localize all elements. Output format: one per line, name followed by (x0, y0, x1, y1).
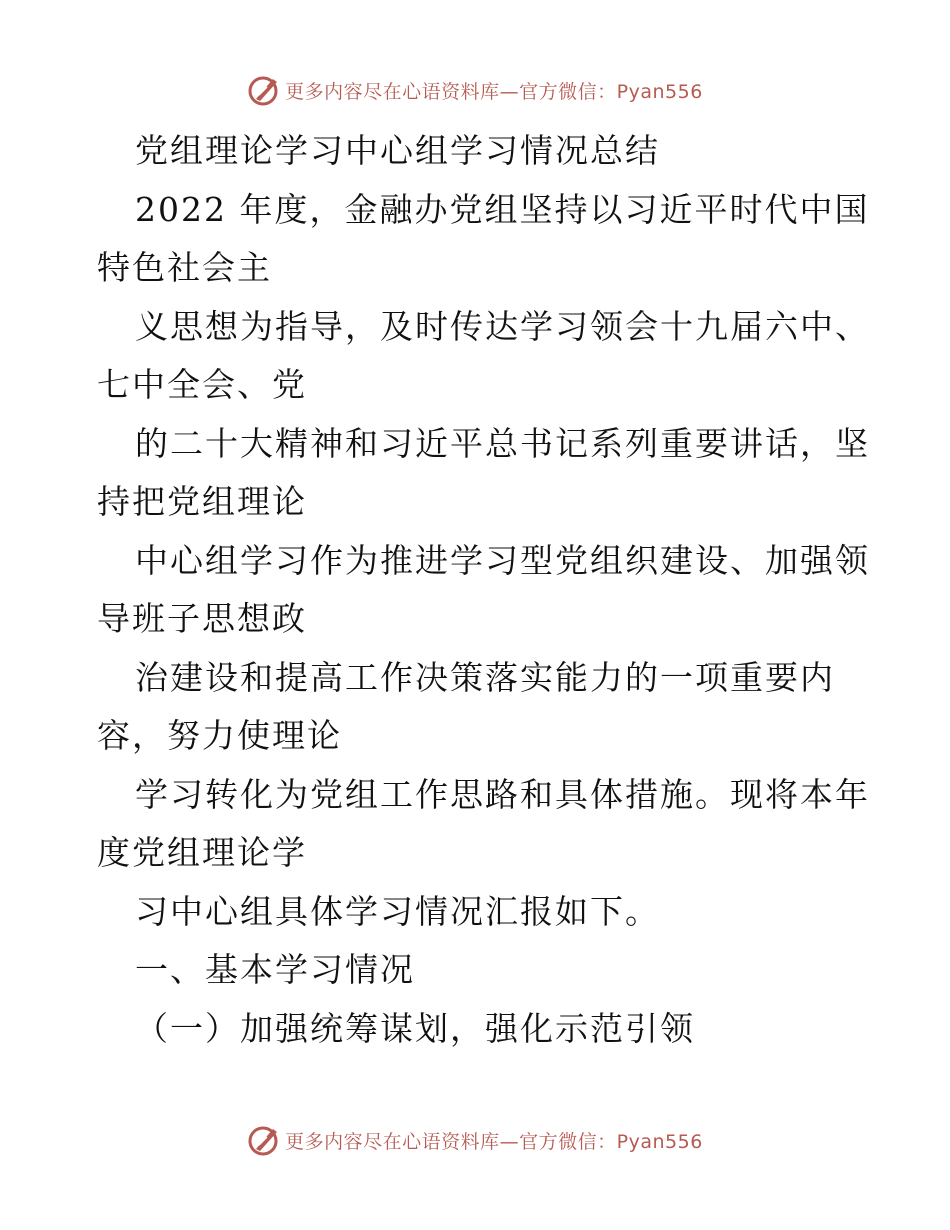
doc-line: 持把党组理论 (97, 482, 307, 521)
doc-line: 习中心组具体学习情况汇报如下。 (135, 891, 660, 931)
doc-line: 2022 年度，金融办党组坚持以习近平时代中国 (135, 189, 870, 229)
doc-line: 容，努力使理论 (97, 716, 342, 755)
doc-line: 中心组学习作为推进学习型党组织建设、加强领 (135, 540, 870, 580)
quill-circle-logo-icon (247, 1123, 281, 1157)
header-watermark-text: 更多内容尽在心语资料库—官方微信：Pyan556 (285, 80, 703, 103)
doc-line: 义思想为指导，及时传达学习领会十九届六中、 (135, 306, 870, 346)
doc-line: 学习转化为党组工作思路和具体措施。现将本年 (135, 774, 870, 814)
doc-line: 治建设和提高工作决策落实能力的一项重要内 (135, 657, 835, 697)
doc-line: 的二十大精神和习近平总书记系列重要讲话，坚 (135, 423, 870, 463)
section-heading: 一、基本学习情况 (135, 950, 415, 989)
quill-circle-logo-icon (247, 73, 281, 107)
doc-line: 特色社会主 (97, 248, 272, 287)
header-watermark (0, 70, 950, 110)
doc-line: 度党组理论学 (97, 833, 307, 872)
footer-watermark (0, 1120, 950, 1160)
subsection-heading: （一）加强统筹谋划，强化示范引领 (135, 1008, 695, 1048)
document-body (97, 122, 870, 1058)
doc-line: 七中全会、党 (97, 365, 307, 404)
doc-title: 党组理论学习中心组学习情况总结 (135, 131, 660, 170)
footer-watermark-text: 更多内容尽在心语资料库—官方微信：Pyan556 (285, 1130, 703, 1153)
doc-line: 导班子思想政 (97, 599, 307, 638)
